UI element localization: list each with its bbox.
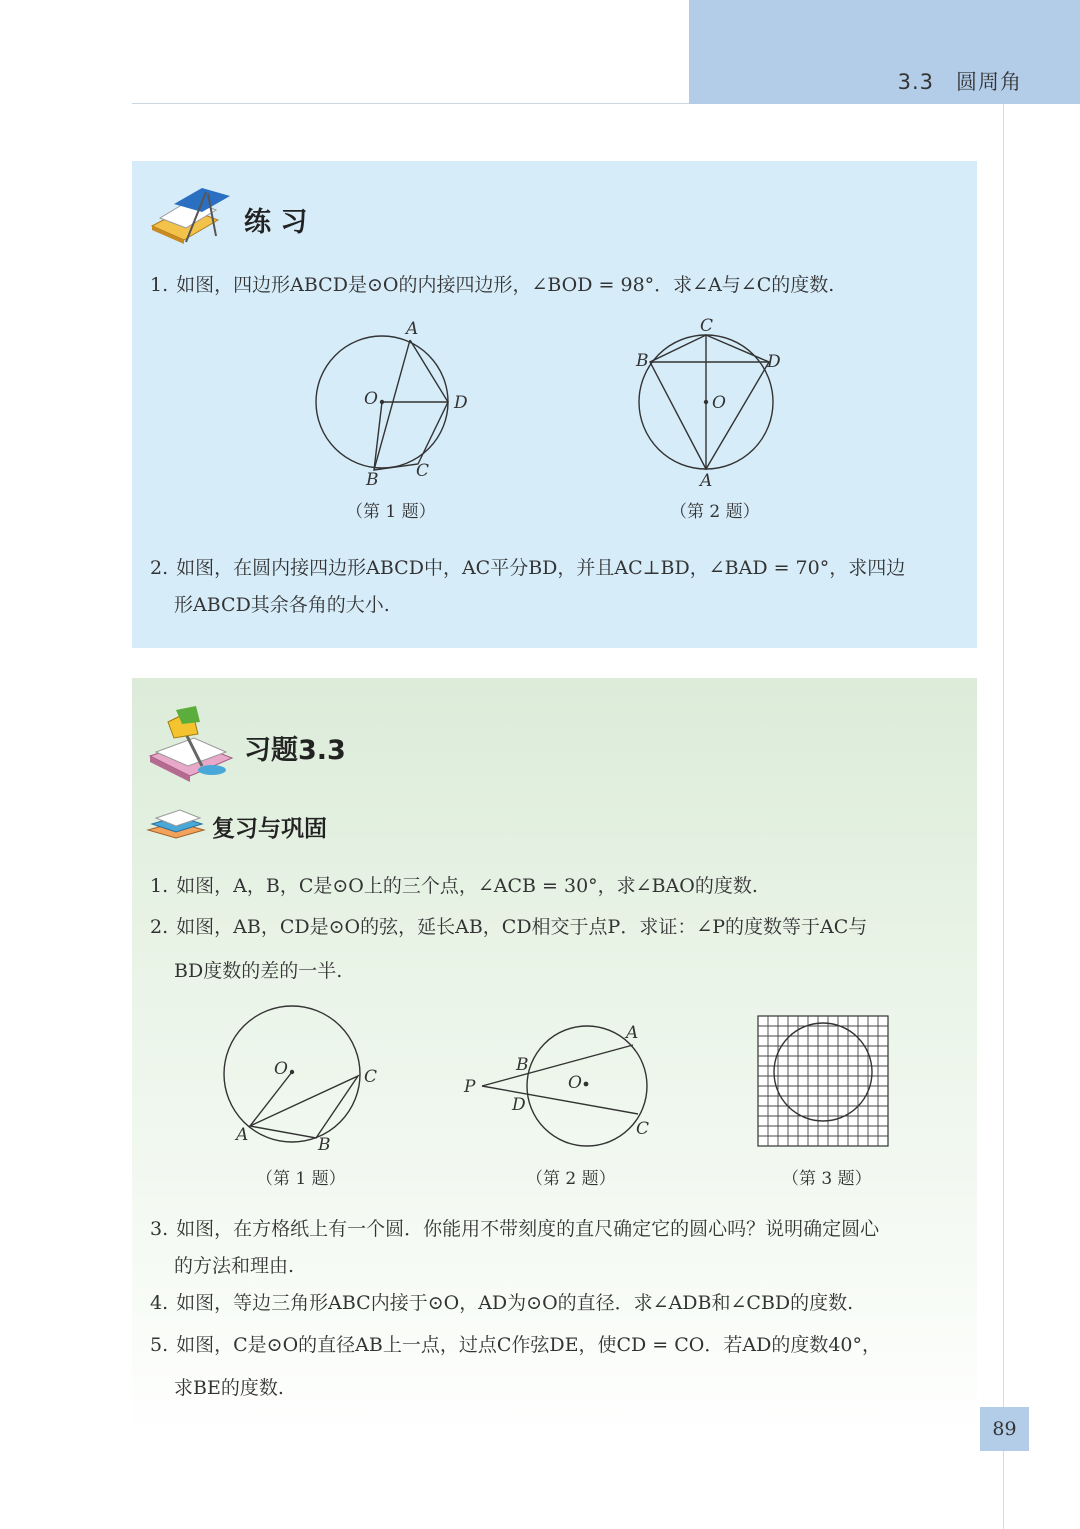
lamp-book-icon — [146, 704, 238, 784]
label-a: A — [700, 471, 713, 491]
label-a: A — [406, 319, 419, 339]
exercise-question-2 — [150, 912, 867, 939]
practice-question-2 — [150, 553, 905, 580]
label-d: D — [454, 393, 468, 413]
question-text: 如图，A，B，C是⊙O上的三个点，∠ACB = 30°，求∠BAO的度数. — [176, 875, 758, 897]
exercise-figure-3-caption: （第 3 题） — [782, 1169, 872, 1189]
exercise-question-4 — [150, 1288, 853, 1315]
practice-figure-1 — [300, 318, 480, 488]
label-o: O — [568, 1073, 582, 1093]
question-text-line-2: 求BE的度数. — [174, 1377, 284, 1399]
question-text-line-2: 形ABCD其余各角的大小. — [174, 594, 390, 616]
question-text-line-2: BD度数的差的一半. — [174, 960, 343, 982]
label-b: B — [366, 470, 379, 488]
center-dot — [704, 400, 708, 404]
question-text: 如图，四边形ABCD是⊙O的内接四边形，∠BOD = 98°．求∠A与∠C的度数. — [176, 274, 835, 296]
label-p: P — [464, 1077, 476, 1097]
practice-figure-2 — [630, 316, 790, 492]
question-text-line-1: 如图，在方格纸上有一个圆．你能用不带刻度的直尺确定它的圆心吗？说明确定圆心 — [176, 1218, 880, 1240]
triangle-abc — [250, 1076, 358, 1138]
question-text-line-1: 如图，C是⊙O的直径AB上一点，过点C作弦DE，使CD = CO．若AD的度数40°， — [176, 1334, 882, 1356]
question-number: 3. — [150, 1218, 169, 1240]
label-b: B — [636, 351, 649, 371]
exercise-question-5 — [150, 1330, 881, 1357]
label-d: D — [512, 1095, 526, 1115]
center-dot — [380, 400, 384, 404]
label-c: C — [364, 1067, 378, 1087]
label-o: O — [364, 389, 378, 409]
practice-book-icon — [146, 182, 232, 248]
side-divider — [1003, 104, 1004, 1529]
radius-lines — [374, 402, 448, 470]
question-number: 1. — [150, 875, 169, 897]
exercise-figure-2 — [460, 1016, 660, 1156]
question-text-line-2: 的方法和理由. — [174, 1255, 295, 1277]
question-text: 如图，等边三角形ABC内接于⊙O，AD为⊙O的直径．求∠ADB和∠CBD的度数. — [176, 1292, 854, 1314]
question-text-line-1: 如图，在圆内接四边形ABCD中，AC平分BD，并且AC⊥BD，∠BAD = 70°，求四边 — [176, 557, 906, 579]
exercise-title: 习题3.3 — [244, 735, 346, 766]
label-c: C — [700, 316, 714, 336]
header-divider — [132, 103, 689, 104]
secant-pc — [482, 1086, 638, 1114]
segment-ao — [250, 1072, 292, 1126]
label-c: C — [636, 1119, 650, 1139]
practice-title: 练 习 — [244, 207, 308, 238]
quadrilateral-abcd — [650, 335, 769, 469]
center-dot — [290, 1070, 294, 1074]
exercise-question-1 — [150, 871, 758, 898]
exercise-question-3 — [150, 1214, 879, 1241]
question-number: 5. — [150, 1334, 169, 1356]
practice-figure-2-caption: （第 2 题） — [670, 502, 760, 522]
label-b: B — [318, 1135, 331, 1155]
question-number: 2. — [150, 916, 169, 938]
practice-figure-1-caption: （第 1 题） — [346, 502, 436, 522]
label-a: A — [626, 1023, 639, 1043]
question-number: 1. — [150, 274, 169, 296]
review-books-icon — [146, 808, 208, 844]
label-o: O — [274, 1059, 288, 1079]
label-b: B — [516, 1055, 529, 1075]
question-text-line-1: 如图，AB，CD是⊙O的弦，延长AB，CD相交于点P．求证：∠P的度数等于AC与 — [176, 916, 868, 938]
exercise-figure-1-caption: （第 1 题） — [256, 1169, 346, 1189]
exercise-figure-3-grid — [756, 1014, 890, 1148]
practice-question-1 — [150, 270, 834, 297]
exercise-figure-1 — [218, 1000, 388, 1160]
exercise-figure-2-caption: （第 2 题） — [526, 1169, 616, 1189]
quadrilateral-abcd — [374, 340, 448, 470]
section-title: 3.3 圆周角 — [897, 70, 1022, 94]
exercise-subtitle: 复习与巩固 — [212, 815, 327, 842]
label-a: A — [236, 1125, 249, 1145]
question-number: 4. — [150, 1292, 169, 1314]
secant-pa — [482, 1045, 633, 1086]
label-c: C — [416, 461, 430, 481]
question-number: 2. — [150, 557, 169, 579]
page-number: 89 — [980, 1407, 1029, 1451]
center-dot — [584, 1082, 589, 1087]
label-d: D — [767, 352, 781, 372]
label-o: O — [712, 393, 726, 413]
